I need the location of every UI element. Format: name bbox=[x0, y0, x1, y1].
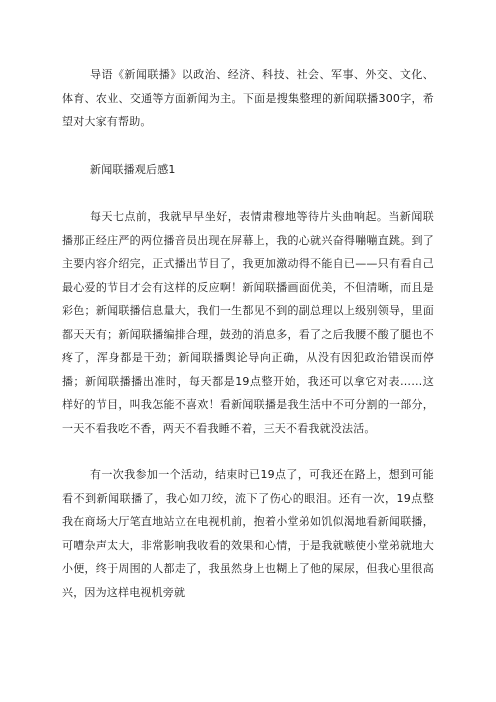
body-paragraph-2: 有一次我参加一个活动，结束时已19点了，可我还在路上，想到可能看不到新闻联播了，我心如刀绞，流下了伤心的眼泪。还有一次，19点整我在商场大厅笔直地站立在电视机前，抱着小堂弟如饥似渴地看新闻联播，可嘈杂声太大，非常影响我收看的效果和心情，于是我就嗾使小堂弟就地大小便，终于周围的人都走了，我虽然身上也糊上了他的屎尿，但我心里很高兴，因为这样电视机旁就 bbox=[62, 468, 434, 599]
body-paragraph-1: 每天七点前，我就早早坐好，表情肃穆地等待片头曲响起。当新闻联播那正经庄严的两位播音员出现在屏幕上，我的心就兴奋得嘣嘣直跳。到了主要内容介绍完，正式播出节目了，我更加激动得不能自已——只有看自己最心爱的节目才会有这样的反应啊！新闻联播画面优美，不但清晰，而且是彩色；新闻联播信息量大，我们一生都见不到的副总理以上级别领导，里面都天天有；新闻联播编排合理，鼓劲的消息多，看了之后我腰不酸了腿也不疼了，浑身都是干劲；新闻联播舆论导向正确，从没有因犯政治错误而停播；新闻联播播出准时，每天都是19点整开始，我还可以拿它对表……这样好的节目，叫我怎能不喜欢！看新闻联播是我生活中不可分割的一部分，一天不看我吃不香，两天不看我睡不着，三天不看我就没法活。 bbox=[62, 210, 434, 435]
intro-paragraph: 导语《新闻联播》以政治、经济、科技、社会、军事、外交、文化、体育、农业、交通等方面新闻为主。下面是搜集整理的新闻联播300字，希望对大家有帮助。 bbox=[62, 68, 434, 128]
section-heading: 新闻联播观后感1 bbox=[90, 162, 176, 176]
